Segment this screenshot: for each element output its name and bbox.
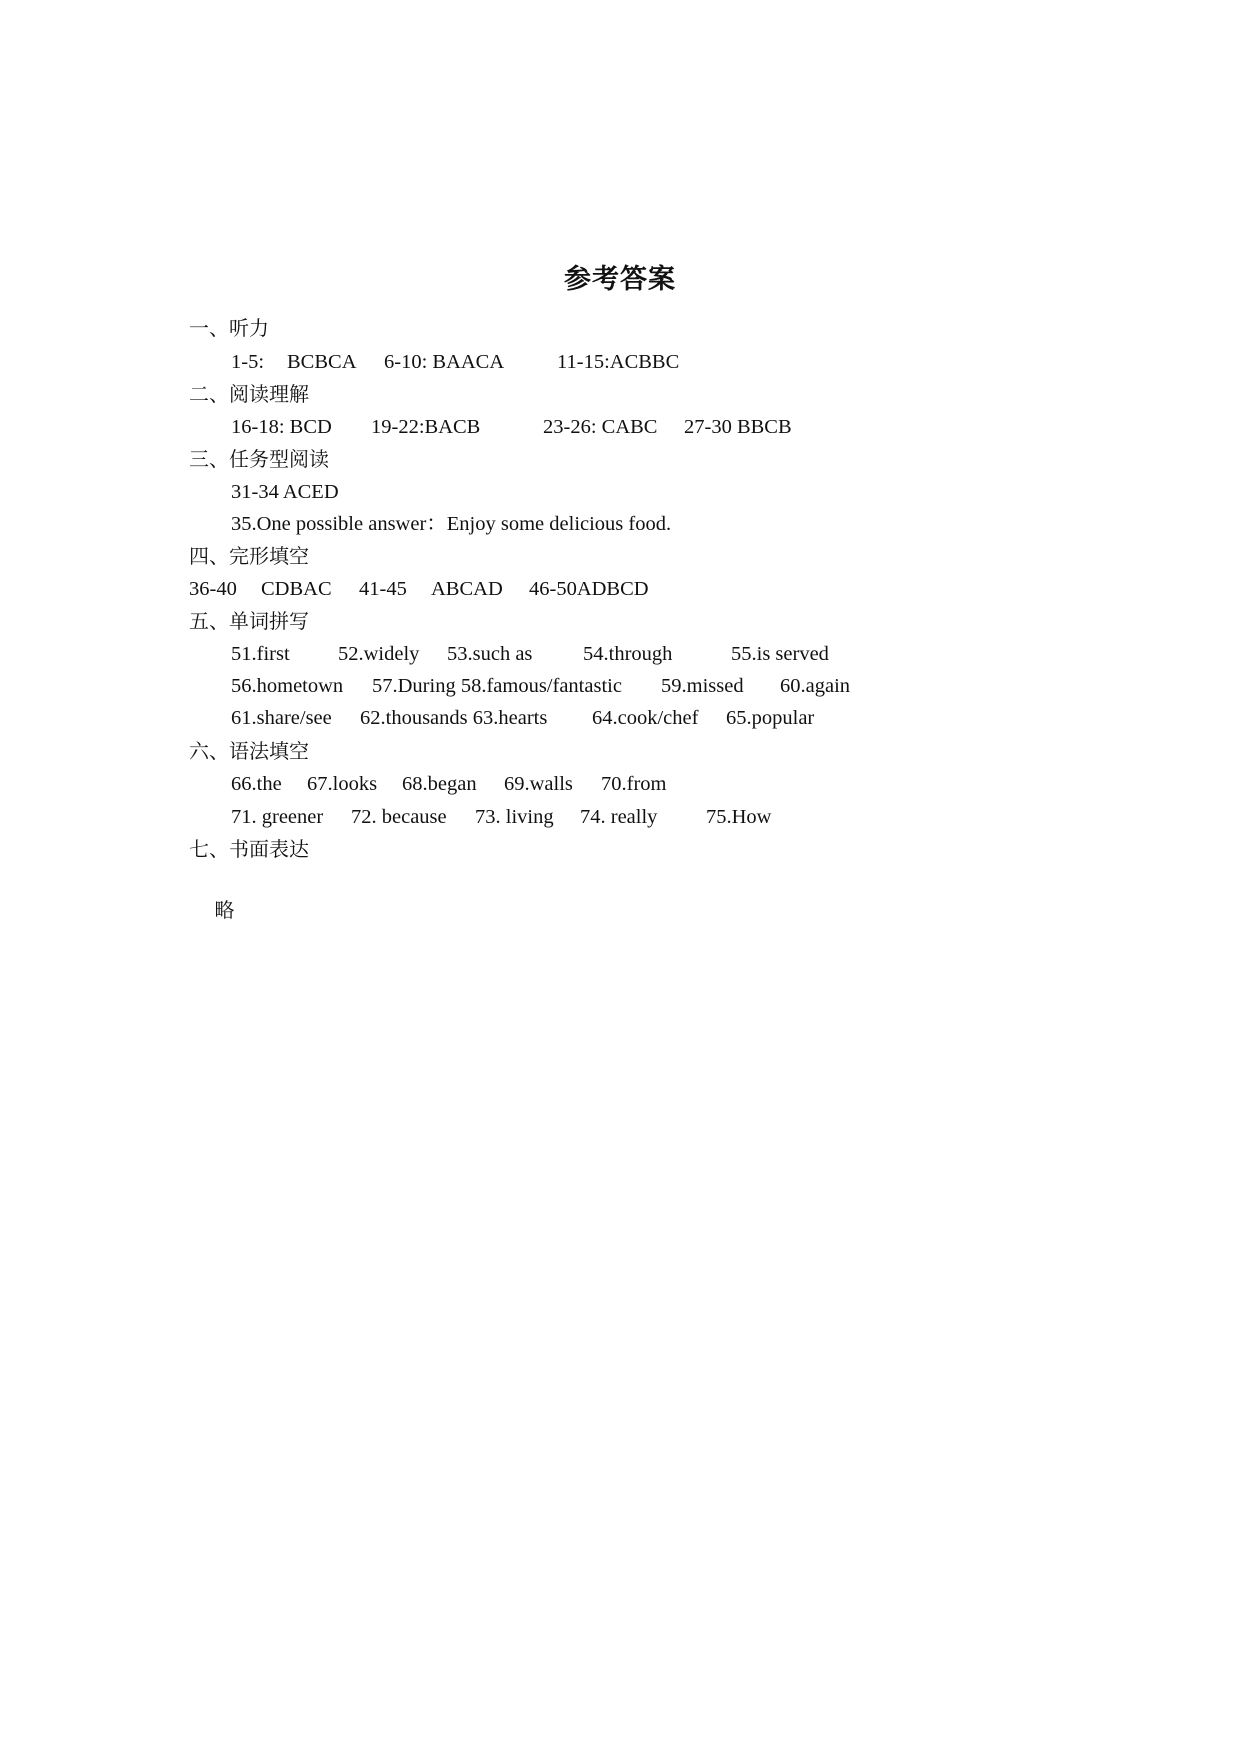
answer-group: 54.through bbox=[583, 643, 673, 665]
answer-row-grammar-2 bbox=[231, 803, 1031, 831]
answer-row-reading bbox=[231, 413, 1031, 441]
section-heading-cloze: 四、完形填空 bbox=[189, 544, 309, 568]
answer-row-spelling-2 bbox=[231, 672, 1031, 700]
answer-row-listening bbox=[231, 348, 1031, 376]
answer-group: 51.first bbox=[231, 643, 290, 665]
answer-group: 56.hometown bbox=[231, 675, 344, 697]
answer-row-spelling-3 bbox=[231, 704, 1031, 732]
answer-group: 36-40 bbox=[189, 578, 237, 600]
answer-group: 53.such as bbox=[447, 643, 533, 665]
answer-group: 64.cook/chef bbox=[592, 707, 699, 729]
answer-group: 73. living bbox=[475, 806, 554, 828]
answer-row-cloze bbox=[189, 575, 989, 603]
answer-row-task-reading-1 bbox=[231, 478, 1031, 506]
answer-group: 71. greener bbox=[231, 806, 324, 828]
answer-group: 66.the bbox=[231, 773, 282, 795]
section-heading-writing: 七、书面表达 bbox=[189, 837, 309, 861]
answer-group: 61.share/see bbox=[231, 707, 332, 729]
section-heading-reading: 二、阅读理解 bbox=[189, 382, 309, 406]
answer-group: 57.During 58.famous/fantastic bbox=[372, 675, 622, 697]
answer-group: 75.How bbox=[706, 806, 772, 828]
answer-group: ABCAD bbox=[431, 578, 503, 600]
answer-group: CDBAC bbox=[261, 578, 332, 600]
answer-group: 52.widely bbox=[338, 643, 420, 665]
answer-group: 19-22:BACB bbox=[371, 416, 481, 438]
answer-group: 67.looks bbox=[307, 773, 378, 795]
answer-group: 74. really bbox=[580, 806, 658, 828]
section-heading-spelling: 五、单词拼写 bbox=[189, 609, 309, 633]
answer-group: 72. because bbox=[351, 806, 447, 828]
answer-group: 68.began bbox=[402, 773, 477, 795]
answer-row-writing bbox=[189, 868, 234, 952]
section-heading-task-reading: 三、任务型阅读 bbox=[189, 447, 329, 471]
answer-group: 6-10: BAACA bbox=[384, 351, 505, 373]
section-heading-listening: 一、听力 bbox=[189, 316, 269, 340]
page-title: 参考答案 bbox=[564, 264, 676, 295]
answer-group: 59.missed bbox=[661, 675, 744, 697]
answer-group: 27-30 BBCB bbox=[684, 416, 792, 438]
answer-group: 65.popular bbox=[726, 707, 815, 729]
answer-group: 69.walls bbox=[504, 773, 573, 795]
answer-group: 16-18: BCD bbox=[231, 416, 332, 438]
answer-row-spelling-1 bbox=[231, 640, 1031, 668]
answer-group: 35.One possible answer：Enjoy some delicious food. bbox=[231, 513, 672, 535]
answer-group: 略 bbox=[214, 898, 235, 922]
answer-group: 46-50ADBCD bbox=[529, 578, 649, 600]
answer-group: 62.thousands 63.hearts bbox=[360, 707, 548, 729]
answer-row-grammar-1 bbox=[231, 770, 1031, 798]
section-heading-grammar: 六、语法填空 bbox=[189, 739, 309, 763]
answer-group: 31-34 ACED bbox=[231, 481, 339, 503]
answer-row-task-reading-2 bbox=[231, 510, 1031, 538]
answer-group: 70.from bbox=[601, 773, 667, 795]
answer-group: 55.is served bbox=[731, 643, 829, 665]
answer-group: 23-26: CABC bbox=[543, 416, 658, 438]
answer-group: 41-45 bbox=[359, 578, 407, 600]
answer-group: 60.again bbox=[780, 675, 851, 697]
answer-group: BCBCA bbox=[287, 351, 357, 373]
answer-group: 11-15:ACBBC bbox=[557, 351, 680, 373]
answer-group: 1-5: bbox=[231, 351, 265, 373]
